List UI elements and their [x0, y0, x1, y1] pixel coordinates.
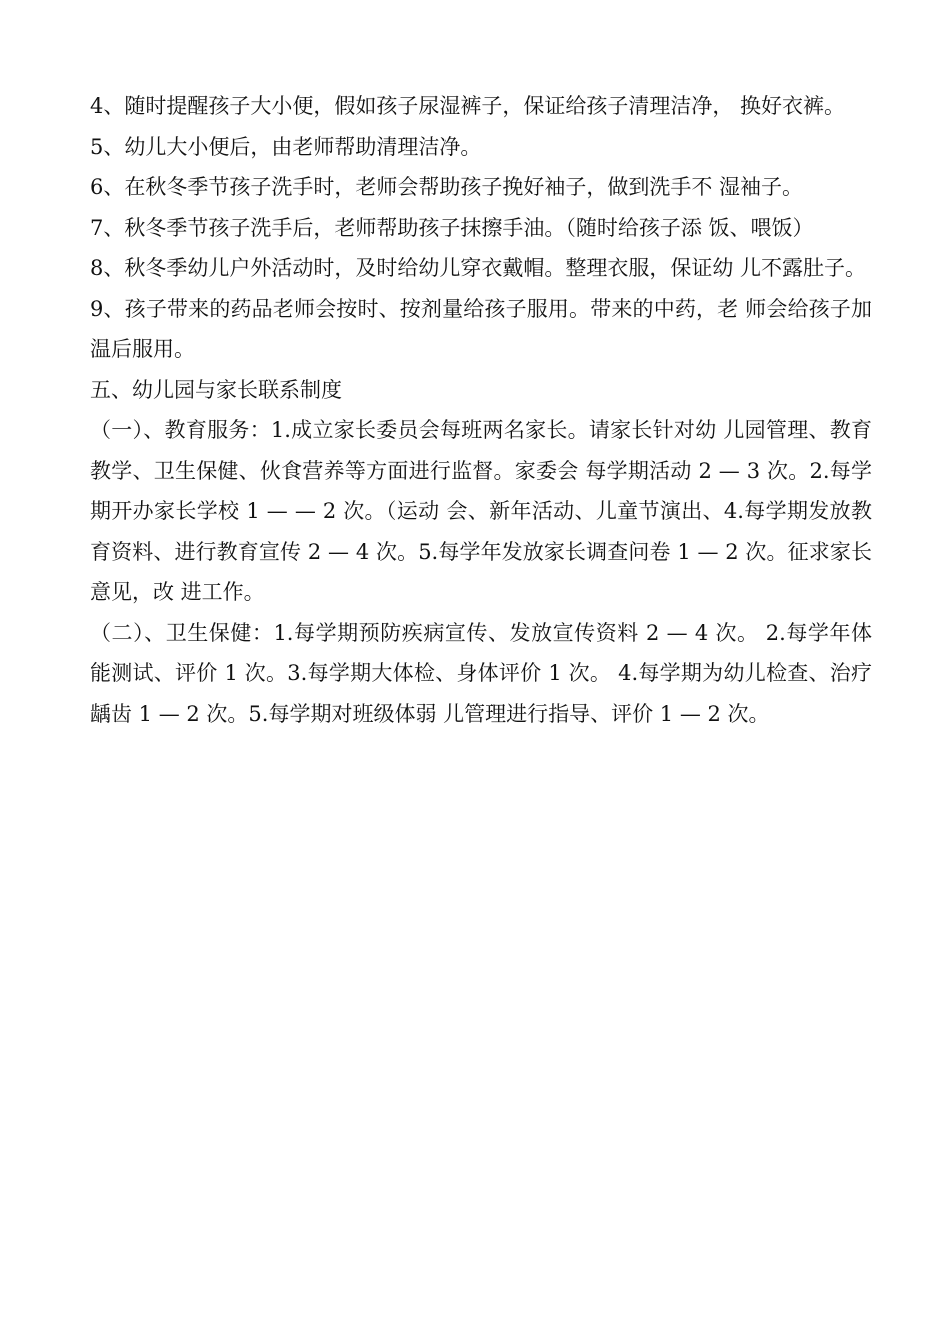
list-item-9: 9、孩子带来的药品老师会按时、按剂量给孩子服用。带来的中药，老 师会给孩子加温后服用。 [90, 296, 872, 361]
document-body [90, 86, 872, 734]
list-item-7: 7、秋冬季节孩子洗手后，老师帮助孩子抹擦手油。（随时给孩子添 饭、喂饭） [90, 215, 814, 240]
list-item-6: 6、在秋冬季节孩子洗手时，老师会帮助孩子挽好袖子，做到洗手不 湿袖子。 [90, 175, 804, 199]
education-service-paragraph: （一）、教育服务：1.成立家长委员会每班两名家长。请家长针对幼 儿园管理、教育教学、卫生保健、伙食营养等方面进行监督。家委会 每学期活动 2 — 3 次。2.每学期开办家长学校 1 — — 2 次。（运动 会、新年活动、儿童节演出、4.每学期发放教育资料、进行教育宣传 2 — 4 次。5.每学年发放家长调查问卷 1 — 2 次。征求家长意见，改 进工作。 [90, 418, 872, 604]
section-heading: 五、幼儿园与家长联系制度 [90, 377, 342, 402]
list-item-8: 8、秋冬季幼儿户外活动时，及时给幼儿穿衣戴帽。整理衣服，保证幼 儿不露肚子。 [90, 256, 867, 280]
list-item-5: 5、幼儿大小便后，由老师帮助清理洁净。 [90, 134, 482, 159]
health-care-paragraph: （二）、卫生保健：1.每学期预防疾病宣传、发放宣传资料 2 — 4 次。 2.每学年体能测试、评价 1 次。3.每学期大体检、身体评价 1 次。 4.每学期为幼儿检查、治疗龋齿 1 — 2 次。5.每学期对班级体弱 儿管理进行指导、评价 1 — 2 次。 [90, 620, 872, 726]
list-item-4: 4、随时提醒孩子大小便，假如孩子尿湿裤子，保证给孩子清理洁净， 换好衣裤。 [90, 94, 846, 118]
